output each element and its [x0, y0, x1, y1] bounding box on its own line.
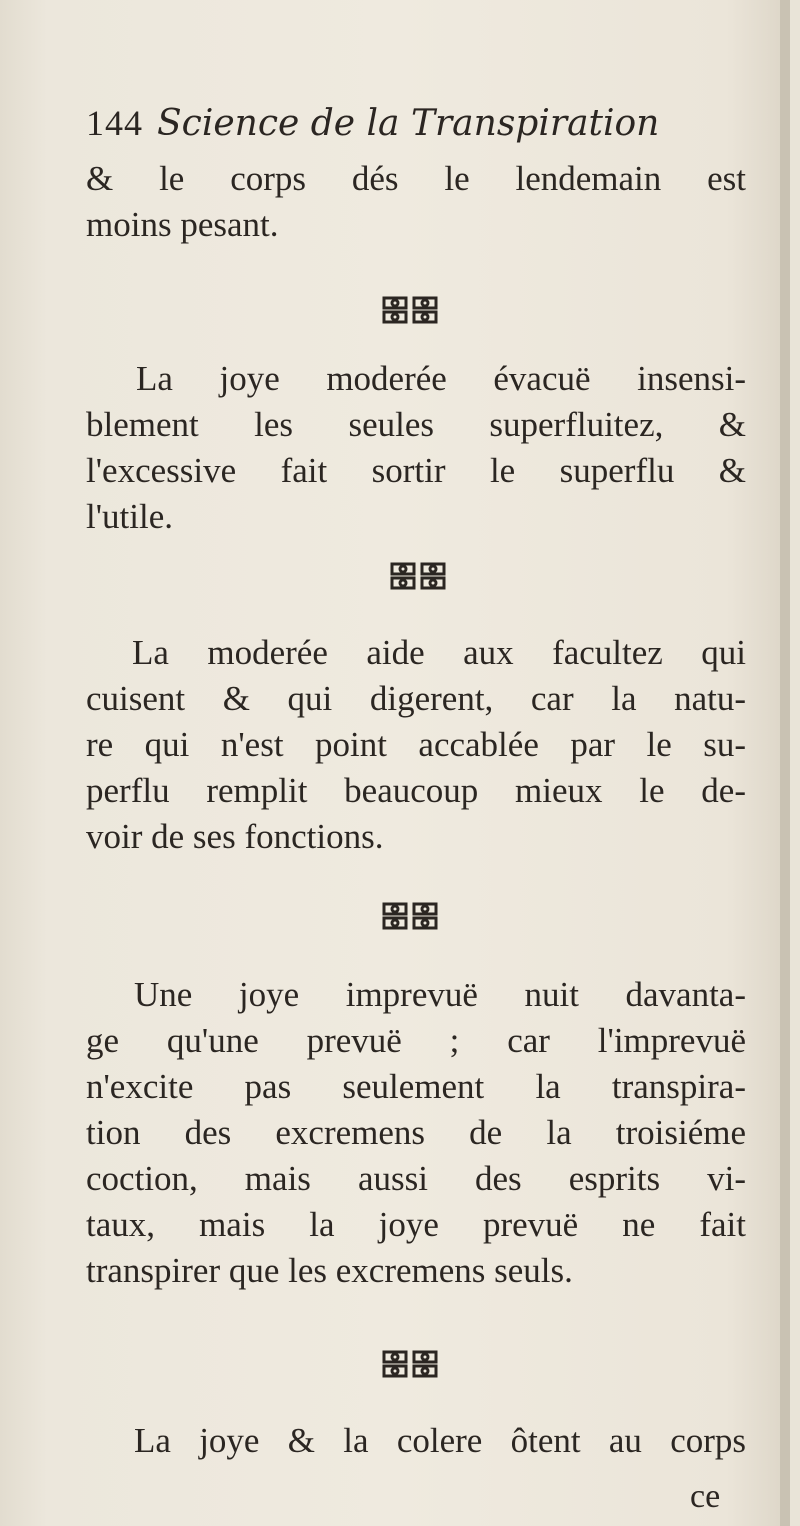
text-line: re qui n'est point accablée par le su-: [86, 725, 746, 764]
text-line: Une joye imprevuë nuit davanta-: [134, 975, 746, 1014]
text-line: perflu remplit beaucoup mieux le de-: [86, 771, 746, 810]
paragraph-continuation: [86, 156, 746, 248]
text-line: coction, mais aussi des esprits vi-: [86, 1159, 746, 1198]
text-line: transpirer que les excremens seuls.: [86, 1251, 573, 1290]
text-line: ge qu'une prevuë ; car l'imprevuë: [86, 1021, 746, 1060]
text-line: l'utile.: [86, 497, 173, 536]
fleuron-ornament-icon: [380, 898, 440, 934]
text-line: & le corps dés le lendemain est: [86, 159, 746, 198]
text-line: blement les seules superfluitez, &: [86, 405, 746, 444]
paragraph: [86, 356, 746, 540]
page-number: 144: [86, 103, 143, 143]
text-line: n'excite pas seulement la transpira-: [86, 1067, 746, 1106]
paragraph: [86, 630, 746, 860]
catchword: ce: [690, 1478, 721, 1515]
text-line: tion des excremens de la troisiéme: [86, 1113, 746, 1152]
paragraph: [86, 972, 746, 1294]
text-line: l'excessive fait sortir le superflu &: [86, 451, 746, 490]
text-line: La moderée aide aux facultez qui: [132, 633, 746, 672]
text-line: La joye & la colere ôtent au corps: [134, 1421, 746, 1460]
text-line: voir de ses fonctions.: [86, 817, 384, 856]
fleuron-ornament-icon: [380, 292, 440, 328]
text-line: taux, mais la joye prevuë ne fait: [86, 1205, 746, 1244]
fleuron-ornament-icon: [388, 558, 448, 594]
fleuron-ornament-icon: [380, 1346, 440, 1382]
running-title: Science de la Transpiration: [157, 103, 660, 144]
text-line: La joye moderée évacuë insensi-: [136, 359, 746, 398]
running-header: [86, 100, 746, 147]
text-line: cuisent & qui digerent, car la natu-: [86, 679, 746, 718]
text-line: moins pesant.: [86, 205, 279, 244]
page-edge: [780, 0, 790, 1526]
paragraph: [86, 1418, 746, 1464]
